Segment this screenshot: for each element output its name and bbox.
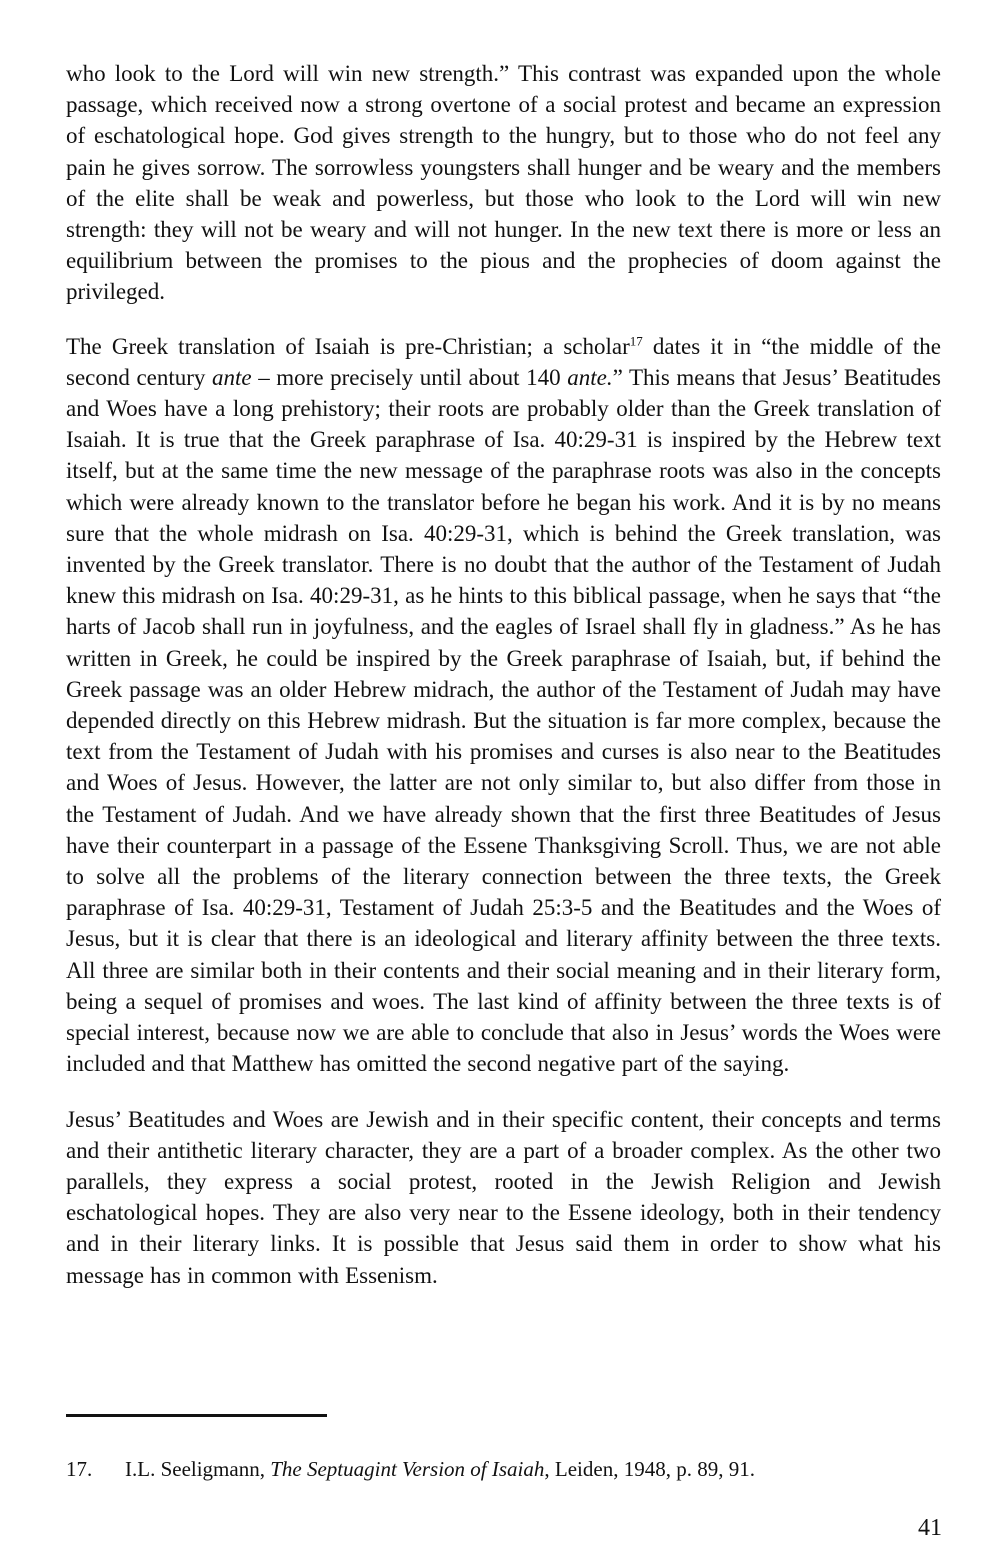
italic-ante-2: ante. [567, 364, 613, 390]
paragraph-3-text: Jesus’ Beatitudes and Woes are Jewish and in their specific content, their concepts and terms and their antithetic literary character, they are a part of a broader complex. As the other two parallels, they express a social protest, rooted in the Jewish Religion and Jewish eschatological hopes. They are also very near to the Essene ideology, both in their tendency and in their literary links. It is possible that Jesus said them in order to show what his message has in common with Essenism. [66, 1106, 941, 1288]
footnote-divider [66, 1414, 327, 1417]
footnote-number: 17. [66, 1457, 93, 1481]
paragraph-1-text: who look to the Lord will win new strength.” This contrast was expanded upon the whole passage, which received now a strong overtone of a social protest and became an expression of eschatological hope. God gives strength to the hungry, but to those who do not feel any pain he gives sorrow. The sorrowless youngsters shall hunger and be weary and the members of the elite shall be weak and powerless, but those who look to the Lord will win new strength: they will not be weary and will not hunger. In the new text there is more or less an equilibrium between the promises to the pious and the prophecies of doom against the privileged. [66, 61, 941, 305]
paragraph-2-text-c: – more precisely until about 140 [251, 364, 568, 390]
footnote-title: The Septuagint Version of Isaiah [270, 1457, 545, 1481]
paragraph-2-text-a: The Greek translation of Isaiah is pre-Christian; a scholar [66, 333, 630, 359]
paragraph-1 [66, 58, 941, 308]
paragraph-2-text-d: ” This means that Jesus’ Beatitudes and Woes have a long prehistory; their roots are probably older than the Greek translation of Isaiah. It is true that the Greek paraphrase of Isa. 40:29-31 is inspired by the Hebrew text itself, but at the same time the new message of the paraphrase roots was also in the concepts which were already known to the translator before he began his work. And it is by no means sure that the whole midrash on Isa. 40:29-31, which is behind the Greek translation, was invented by the Greek translator. There is no doubt that the author of the Testament of Judah knew this midrash on Isa. 40:29-31, as he hints to this biblical passage, when he says that “the harts of Jacob shall run in joyfulness, and the eagles of Israel shall fly in gladness.” As he has written in Greek, he could be inspired by the Greek paraphrase of Isaiah, but, if behind the Greek passage was an older Hebrew midrach, the author of the Testament of Judah may have depended directly on this Hebrew midrash. But the situation is far more complex, because the text from the Testament of Judah with his promises and curses is also near to the Beatitudes and Woes of Jesus. However, the latter are not only similar to, but also differ from those in the Testament of Judah. And we have already shown that the first three Beatitudes of Jesus have their counterpart in a passage of the Essene Thanksgiving Scroll. Thus, we are not able to solve all the problems of the literary connection between the three texts, the Greek paraphrase of Isa. 40:29-31, Testament of Judah 25:3-5 and the Beatitudes and the Woes of Jesus, but it is clear that there is an ideological and literary affinity between the three texts. All three are similar both in their contents and their social meaning and in their literary form, being a sequel of promises and woes. The last kind of affinity between the three texts is of special interest, because now we are able to conclude that also in Jesus’ words the Woes were included and that Matthew has omitted the second negative part of the saying. [66, 364, 942, 1077]
page-number: 41 [918, 1515, 942, 1541]
footnote-17 [66, 1455, 941, 1483]
footnote-author: I.L. Seeligmann, [125, 1457, 271, 1481]
paragraph-2-text-b: dates it in “the middle of the second century [66, 333, 941, 390]
footnote-reference-17[interactable]: 17 [629, 332, 643, 348]
paragraph-3 [66, 1104, 941, 1291]
paragraph-2 [66, 331, 941, 1080]
page-body [66, 58, 941, 1291]
footnote-rest: , Leiden, 1948, p. 89, 91. [544, 1457, 755, 1481]
italic-ante-1: ante [212, 364, 252, 390]
